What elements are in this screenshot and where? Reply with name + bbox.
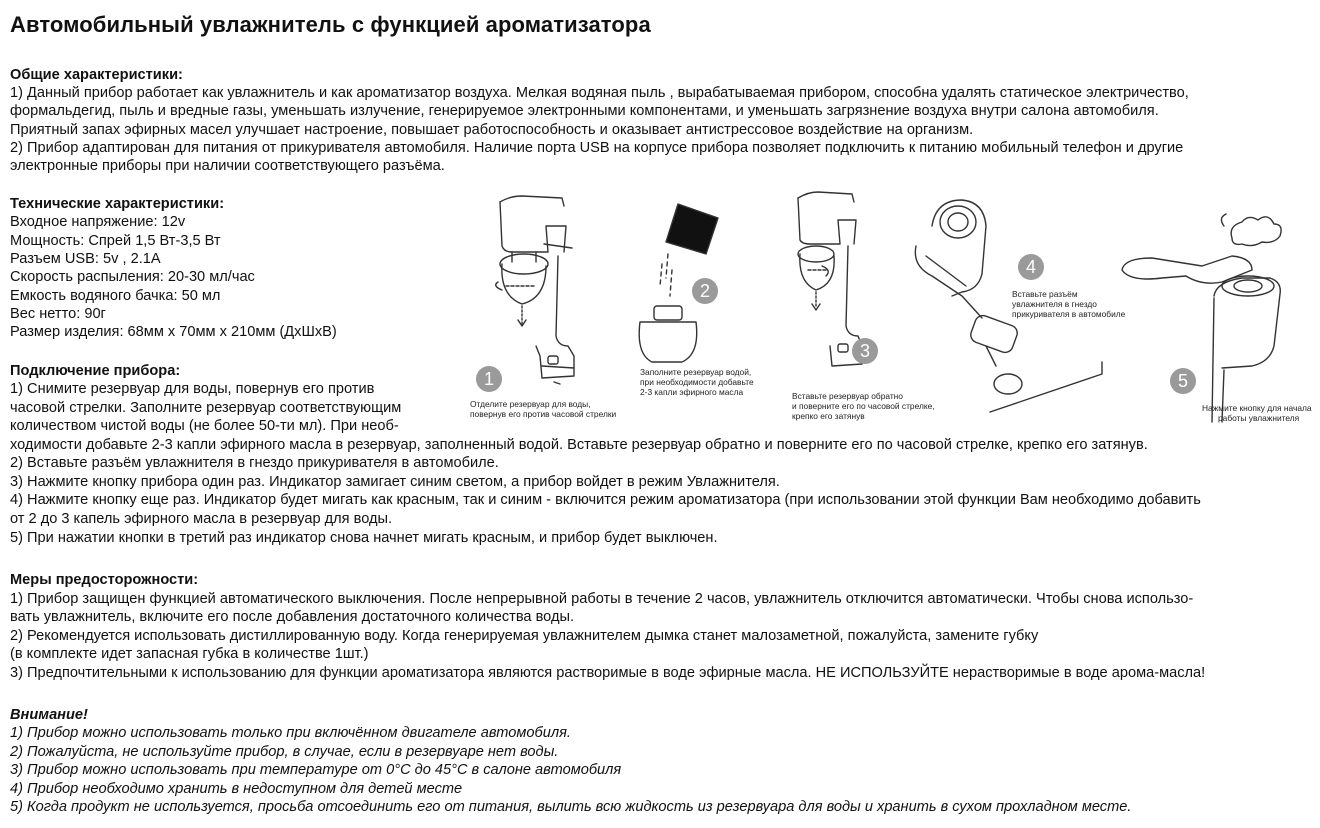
warning-line: 5) Когда продукт не используется, просьба отсоединить его от питания, вылить всю жидкость из резервуара для воды и хранить в сухом прохладном месте.: [10, 799, 1132, 815]
tech-line: Емкость водяного бачка: 50 мл: [10, 288, 221, 304]
step2-number: 2: [692, 278, 718, 304]
step2-caption-line: Заполните резервуар водой,: [640, 367, 752, 377]
tech-line: Размер изделия: 68мм х 70мм х 210мм (ДхШхВ): [10, 324, 337, 340]
tech-heading: Технические характеристики:: [10, 196, 225, 212]
instruction-figures: [462, 186, 1320, 431]
step4-number: 4: [1018, 254, 1044, 280]
warning-line: 3) Прибор можно использовать при температуре от 0°С до 45°С в салоне автомобиля: [10, 762, 622, 778]
connect-line: 5) При нажатии кнопки в третий раз индикатор снова начнет мигать красным, и прибор будет выключен.: [10, 530, 718, 546]
precautions-line: вать увлажнитель, включите его после добавления достаточного количества воды.: [10, 609, 575, 625]
connect-line: 1) Снимите резервуар для воды, повернув его против: [10, 381, 375, 397]
precautions-line: 2) Рекомендуется использовать дистиллированную воду. Когда генерируемая увлажнителем дымка станет малозаметной, пожалуйста, замените губку: [10, 628, 1039, 644]
step2-caption-line: 2-3 капли эфирного масла: [640, 387, 744, 397]
precautions-line: 1) Прибор защищен функцией автоматического выключения. После непрерывной работы в течение 2 часов, увлажнитель отключится автоматически. Чтобы снова использо-: [10, 591, 1194, 607]
general-line: формальдегид, пыль и вредные газы, уменьшать излучение, генерируемое электронными компонентами, и уменьшать загрязнение воздуха внутри салона автомобиля.: [10, 103, 1159, 119]
general-line: электронные приборы при наличии соответствующего разъёма.: [10, 158, 445, 174]
warning-heading: Внимание!: [10, 707, 88, 723]
page-title: Автомобильный увлажнитель с функцией ароматизатора: [10, 12, 651, 37]
warning-line: 4) Прибор необходимо хранить в недоступном для детей месте: [10, 781, 463, 797]
connect-line: ходимости добавьте 2-3 капли эфирного масла в резервуар, заполненный водой. Вставьте резервуар обратно и поверните его по часовой стрелке, крепко его затянув.: [10, 437, 1148, 453]
step5-illustration: [1122, 214, 1281, 422]
connect-line: 4) Нажмите кнопку еще раз. Индикатор будет мигать как красным, так и синим - включится режим ароматизатора (при использовании этой функции Вам необходимо добавить: [10, 492, 1201, 508]
connect-line: часовой стрелки. Заполните резервуар соответствующим: [10, 400, 402, 416]
tech-line: Мощность: Спрей 1,5 Вт-3,5 Вт: [10, 233, 221, 249]
connect-heading: Подключение прибора:: [10, 363, 181, 379]
connect-line: 3) Нажмите кнопку прибора один раз. Индикатор замигает синим светом, а прибор войдет в режим Увлажнителя.: [10, 474, 780, 490]
step4-caption-line: прикуривателя в автомобиле: [1012, 309, 1126, 319]
connect-line: 2) Вставьте разъём увлажнителя в гнездо прикуривателя в автомобиле.: [10, 455, 499, 471]
connect-line: от 2 до 3 капель эфирного масла в резервуар для воды.: [10, 511, 393, 527]
step1-illustration: [496, 196, 574, 384]
step3-illustration: [798, 192, 862, 366]
general-line: 1) Данный прибор работает как увлажнитель и как ароматизатор воздуха. Мелкая водяная пыль , вырабатываемая прибором, способна удалять статическое электричество,: [10, 85, 1189, 101]
precautions-heading: Меры предосторожности:: [10, 572, 199, 588]
general-heading: Общие характеристики:: [10, 67, 183, 83]
step4-caption-line: Вставьте разъём: [1012, 289, 1078, 299]
step5-caption-line: Нажмите кнопку для начала: [1202, 403, 1312, 413]
warning-line: 1) Прибор можно использовать только при включённом двигателе автомобиля.: [10, 725, 571, 741]
step3-caption-line: Вставьте резервуар обратно: [792, 391, 903, 401]
step2-caption-line: при необходимости добавьте: [640, 377, 754, 387]
step1-caption-line: Отделите резервуар для воды,: [470, 399, 591, 409]
general-line: Приятный запах эфирных масел улучшает настроение, повышает работоспособность и оказывает антистрессовое воздействие на организм.: [10, 122, 974, 138]
step4-caption-line: увлажнителя в гнездо: [1012, 299, 1097, 309]
step3-number: 3: [852, 338, 878, 364]
tech-line: Вес нетто: 90г: [10, 306, 106, 322]
step1-caption-line: повернув его против часовой стрелки: [470, 409, 617, 419]
step3-caption-line: крепко его затянув: [792, 411, 865, 421]
connect-line: количеством чистой воды (не более 50-ти мл). При необ-: [10, 418, 399, 434]
precautions-line: 3) Предпочтительными к использованию для функции ароматизатора являются растворимые в воде эфирные масла. НЕ ИСПОЛЬЗУЙТЕ нерастворимые в воде арома-масла!: [10, 665, 1206, 681]
warning-line: 2) Пожалуйста, не используйте прибор, в случае, если в резервуаре нет воды.: [10, 744, 559, 760]
general-line: 2) Прибор адаптирован для питания от прикуривателя автомобиля. Наличие порта USB на корпусе прибора позволяет подключить к питанию мобильный телефон и другие: [10, 140, 1184, 156]
tech-line: Скорость распыления: 20-30 мл/час: [10, 269, 255, 285]
step5-number: 5: [1170, 368, 1196, 394]
tech-line: Входное напряжение: 12v: [10, 214, 186, 230]
precautions-line: (в комплекте идет запасная губка в количестве 1шт.): [10, 646, 369, 662]
step5-caption-line: работы увлажнителя: [1218, 413, 1300, 423]
tech-line: Разъем USB: 5v , 2.1A: [10, 251, 161, 267]
step3-caption-line: и поверните его по часовой стрелке,: [792, 401, 935, 411]
step1-number: 1: [476, 366, 502, 392]
